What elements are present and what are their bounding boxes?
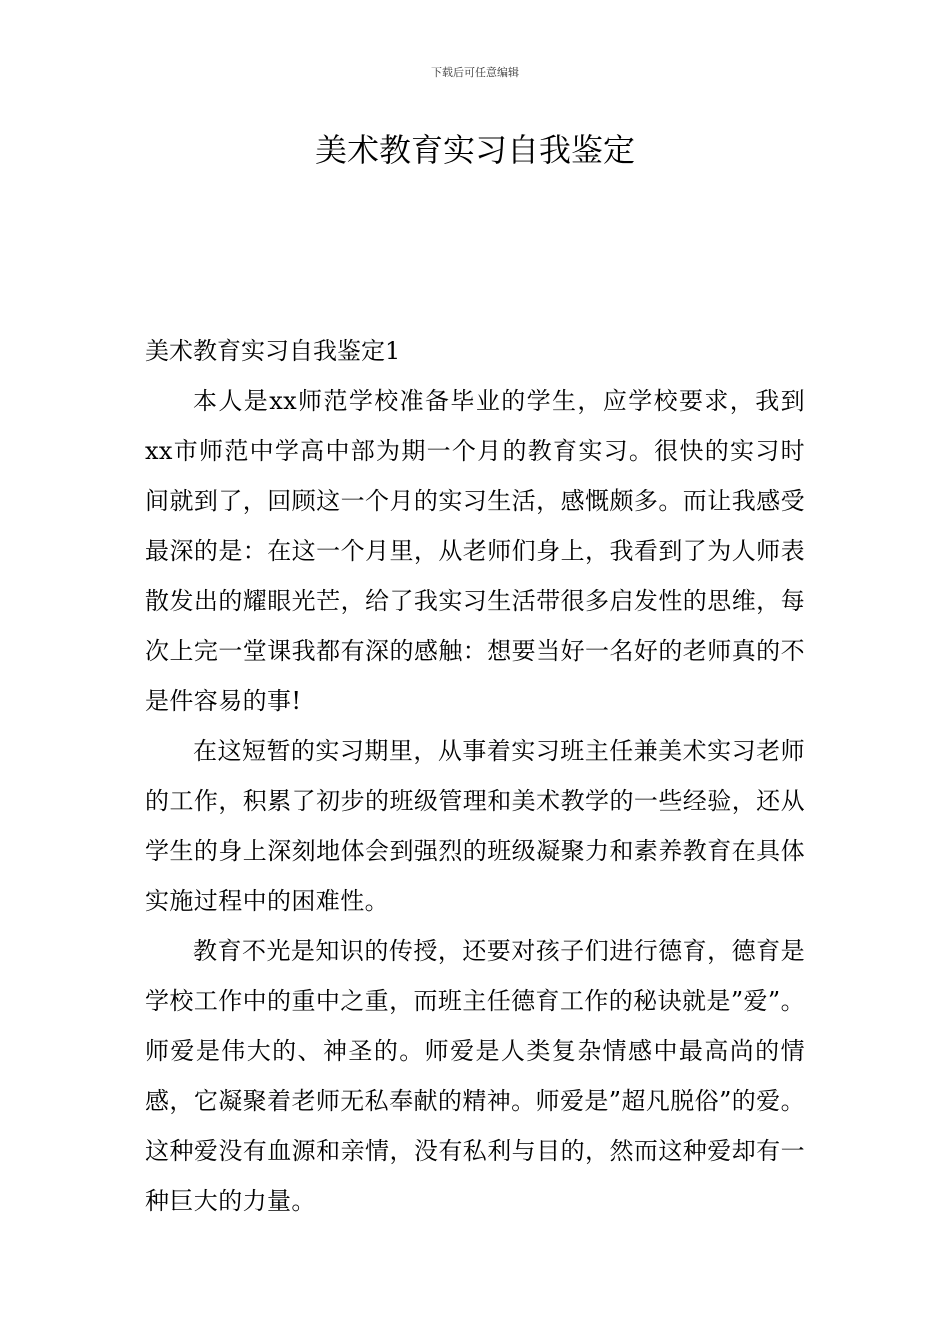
paragraph-1: 本人是xx师范学校准备毕业的学生，应学校要求，我到xx市师范中学高中部为期一个月的教育实习。很快的实习时间就到了，回顾这一个月的实习生活，感慨颇多。而让我感受最深的是：在这一个月里，从老师们身上，我看到了为人师表散发出的耀眼光芒，给了我实习生活带很多启发性的思维，每次上完一堂课我都有深的感触：想要当好一名好的老师真的不是件容易的事! bbox=[145, 387, 805, 715]
document-body bbox=[145, 326, 805, 1226]
paragraph-2: 在这短暂的实习期里，从事着实习班主任兼美术实习老师的工作，积累了初步的班级管理和美术教学的一些经验，还从学生的身上深刻地体会到强烈的班级凝聚力和素养教育在具体实施过程中的困难性。 bbox=[145, 737, 805, 915]
document-title: 美术教育实习自我鉴定 bbox=[314, 131, 635, 169]
paragraph-3: 教育不光是知识的传授，还要对孩子们进行德育，德育是学校工作中的重中之重，而班主任德育工作的秘诀就是”爱”。师爱是伟大的、神圣的。师爱是人类复杂情感中最高尚的情感，它凝聚着老师无私奉献的精神。师爱是”超凡脱俗”的爱。这种爱没有血源和亲情，没有私利与目的，然而这种爱却有一种巨大的力量。 bbox=[145, 937, 805, 1215]
section-heading: 美术教育实习自我鉴定1 bbox=[145, 337, 401, 365]
header-note: 下载后可任意编辑 bbox=[431, 66, 519, 79]
